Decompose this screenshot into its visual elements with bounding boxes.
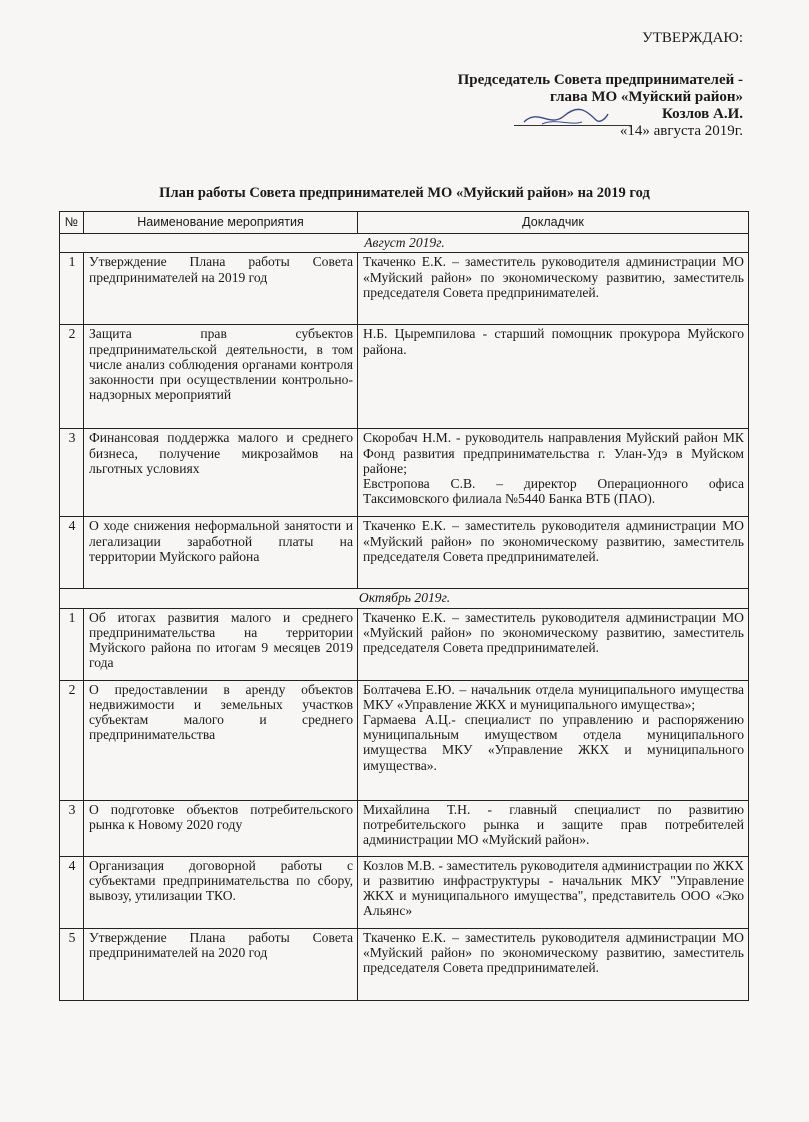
speaker-text: Козлов М.В. - заместитель руководителя администрации по ЖКХ и развитию инфраструктуры - начальник МКУ "Управление ЖКХ и муниципального имущества", представитель ООО «Эко Альянс» bbox=[363, 857, 744, 919]
approval-date: «14» августа 2019г. bbox=[619, 123, 743, 139]
speaker-text: Скоробач Н.М. - руководитель направления Муйский район МК Фонд развития предпринимательства г. Улан-Удэ в Муйском районе; bbox=[363, 430, 744, 476]
row-event: О ходе снижения неформальной занятости и легализации заработной платы на территории Муйского района bbox=[84, 517, 358, 589]
row-speaker bbox=[358, 325, 749, 429]
speaker-text: Михайлина Т.Н. - главный специалист по развитию потребительского рынка и защите прав потребителей администрации МО «Муйский район». bbox=[363, 801, 744, 848]
col-header-speaker: Докладчик bbox=[358, 212, 749, 234]
row-event: Об итогах развития малого и среднего предпринимательства на территории Муйского района по итогам 9 месяцев 2019 года bbox=[84, 608, 358, 680]
row-event: О предоставлении в аренду объектов недвижимости и земельных участков субъектам малого и среднего предпринимательства bbox=[84, 680, 358, 800]
row-event: Защита прав субъектов предпринимательской деятельности, в том числе анализ соблюдения органами контроля законности при осуществлении контрольно-надзорных мероприятий bbox=[84, 325, 358, 429]
row-number: 4 bbox=[60, 517, 84, 589]
row-event: Организация договорной работы с субъектами предпринимательства по сбору, вывозу, утилизации ТКО. bbox=[84, 856, 358, 928]
section-title: Август 2019г. bbox=[60, 234, 749, 253]
row-speaker bbox=[358, 253, 749, 325]
row-speaker bbox=[358, 429, 749, 517]
speaker-text: Евстропова С.В. – директор Операционного офиса Таксимовского филиала №5440 Банка ВТБ (ПАО). bbox=[363, 476, 744, 507]
row-speaker bbox=[358, 928, 749, 1000]
table-row bbox=[60, 856, 749, 928]
signature-mark bbox=[520, 104, 610, 130]
plan-table bbox=[59, 211, 749, 1001]
row-number: 3 bbox=[60, 800, 84, 856]
table-row bbox=[60, 608, 749, 680]
speaker-text: Гармаева А.Ц.- специалист по управлению и распоряжению муниципальным имуществом отдела муниципального имущества МКУ «Управление ЖКХ и муниципального имущества». bbox=[363, 712, 744, 773]
row-number: 5 bbox=[60, 928, 84, 1000]
speaker-text: Н.Б. Цыремпилова - старший помощник прокурора Муйского района. bbox=[363, 326, 744, 357]
row-number: 1 bbox=[60, 608, 84, 680]
table-row bbox=[60, 800, 749, 856]
row-speaker bbox=[358, 608, 749, 680]
page-title: План работы Совета предпринимателей МО «Муйский район» на 2019 год bbox=[159, 185, 650, 201]
row-number: 1 bbox=[60, 253, 84, 325]
row-number: 2 bbox=[60, 325, 84, 429]
row-event: Утверждение Плана работы Совета предпринимателей на 2019 год bbox=[84, 253, 358, 325]
row-speaker bbox=[358, 680, 749, 800]
approver-name: Козлов А.И. bbox=[661, 106, 743, 122]
approver-position-line2: глава МО «Муйский район» bbox=[550, 89, 743, 105]
col-header-number: № bbox=[60, 212, 84, 234]
col-header-event: Наименование мероприятия bbox=[84, 212, 358, 234]
table-row bbox=[60, 429, 749, 517]
row-speaker bbox=[358, 800, 749, 856]
table-row bbox=[60, 928, 749, 1000]
speaker-text: Ткаченко Е.К. – заместитель руководителя администрации МО «Муйский район» по экономическому развитию, заместитель председателя Совета предпринимателей. bbox=[363, 254, 744, 300]
table-row bbox=[60, 253, 749, 325]
row-number: 3 bbox=[60, 429, 84, 517]
table-row bbox=[60, 680, 749, 800]
row-event: Утверждение Плана работы Совета предпринимателей на 2020 год bbox=[84, 928, 358, 1000]
table-header-row bbox=[60, 212, 749, 234]
speaker-text: Ткаченко Е.К. – заместитель руководителя администрации МО «Муйский район» по экономическому развитию, заместитель председателя Совета предпринимателей. bbox=[363, 929, 744, 976]
row-speaker bbox=[358, 856, 749, 928]
table-row bbox=[60, 325, 749, 429]
row-number: 4 bbox=[60, 856, 84, 928]
row-event: О подготовке объектов потребительского рынка к Новому 2020 году bbox=[84, 800, 358, 856]
approver-position-line1: Председатель Совета предпринимателей - bbox=[457, 72, 743, 88]
section-title: Октябрь 2019г. bbox=[60, 589, 749, 608]
speaker-text: Болтачева Е.Ю. – начальник отдела муниципального имущества МКУ «Управление ЖКХ и муниципального имущества»; bbox=[363, 681, 744, 712]
row-event: Финансовая поддержка малого и среднего бизнеса, получение микрозаймов на льготных условиях bbox=[84, 429, 358, 517]
table-row bbox=[60, 517, 749, 589]
row-number: 2 bbox=[60, 680, 84, 800]
speaker-text: Ткаченко Е.К. – заместитель руководителя администрации МО «Муйский район» по экономическому развитию, заместитель председателя Совета предпринимателей. bbox=[363, 518, 744, 564]
section-row-august bbox=[60, 234, 749, 253]
speaker-text: Ткаченко Е.К. – заместитель руководителя администрации МО «Муйский район» по экономическому развитию, заместитель председателя Совета предпринимателей. bbox=[363, 609, 744, 656]
approval-heading: УТВЕРЖДАЮ: bbox=[642, 30, 743, 46]
row-speaker bbox=[358, 517, 749, 589]
section-row-october bbox=[60, 589, 749, 608]
